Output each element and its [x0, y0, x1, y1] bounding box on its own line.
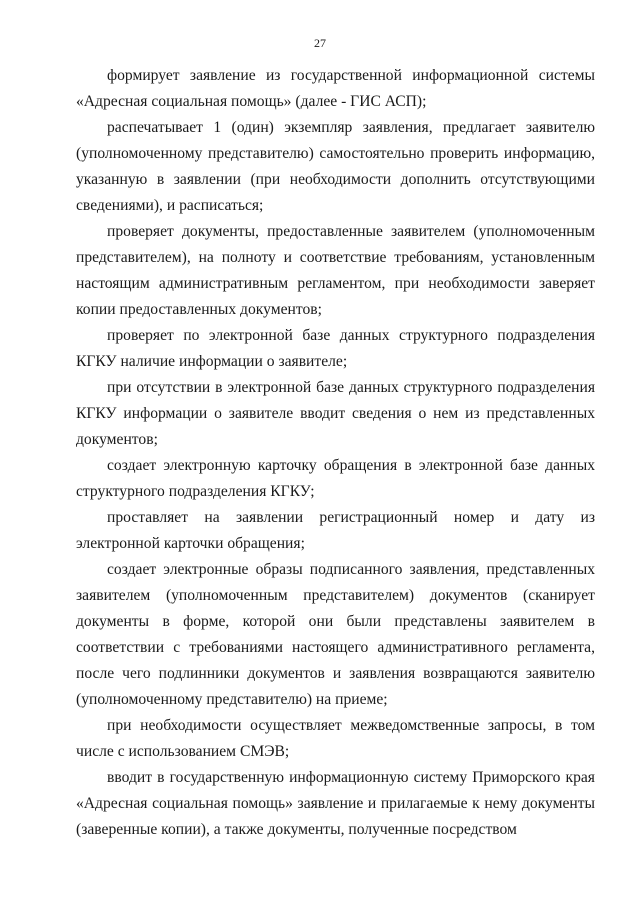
- paragraph-10: вводит в государственную информационную систему Приморского края «Адресная социальная помощь» заявление и прилагаемые к нему документы (заверенные копии), а также документы, полученные посредством: [76, 769, 595, 838]
- document-body: [76, 63, 595, 843]
- paragraph-6: создает электронную карточку обращения в электронной базе данных структурного подразделения КГКУ;: [76, 457, 595, 500]
- paragraph-3: проверяет документы, предоставленные заявителем (уполномоченным представителем), на полноту и соответствие требованиям, установленным настоящим административным регламентом, при необходимости заверяет копии предоставленных документов;: [76, 223, 595, 318]
- paragraph-4: проверяет по электронной базе данных структурного подразделения КГКУ наличие информации о заявителе;: [76, 327, 595, 370]
- paragraph-7: проставляет на заявлении регистрационный номер и дату из электронной карточки обращения;: [76, 509, 595, 552]
- paragraph-1: формирует заявление из государственной информационной системы «Адресная социальная помощь» (далее - ГИС АСП);: [76, 67, 595, 110]
- paragraph-5: при отсутствии в электронной базе данных структурного подразделения КГКУ информации о заявителе вводит сведения о нем из представленных документов;: [76, 379, 595, 448]
- paragraph-8: создает электронные образы подписанного заявления, представленных заявителем (уполномоченным представителем) документов (сканирует документы в форме, которой они были представлены заявителем в соответствии с требованиями настоящего административного регламента, после чего подлинники документов и заявления возвращаются заявителю (уполномоченному представителю) на приеме;: [76, 561, 595, 708]
- page-number: 27: [314, 36, 326, 50]
- paragraph-9: при необходимости осуществляет межведомственные запросы, в том числе с использованием СМЭВ;: [76, 717, 595, 760]
- paragraph-2: распечатывает 1 (один) экземпляр заявления, предлагает заявителю (уполномоченному представителю) самостоятельно проверить информацию, указанную в заявлении (при необходимости дополнить отсутствующими сведениями), и расписаться;: [76, 119, 595, 214]
